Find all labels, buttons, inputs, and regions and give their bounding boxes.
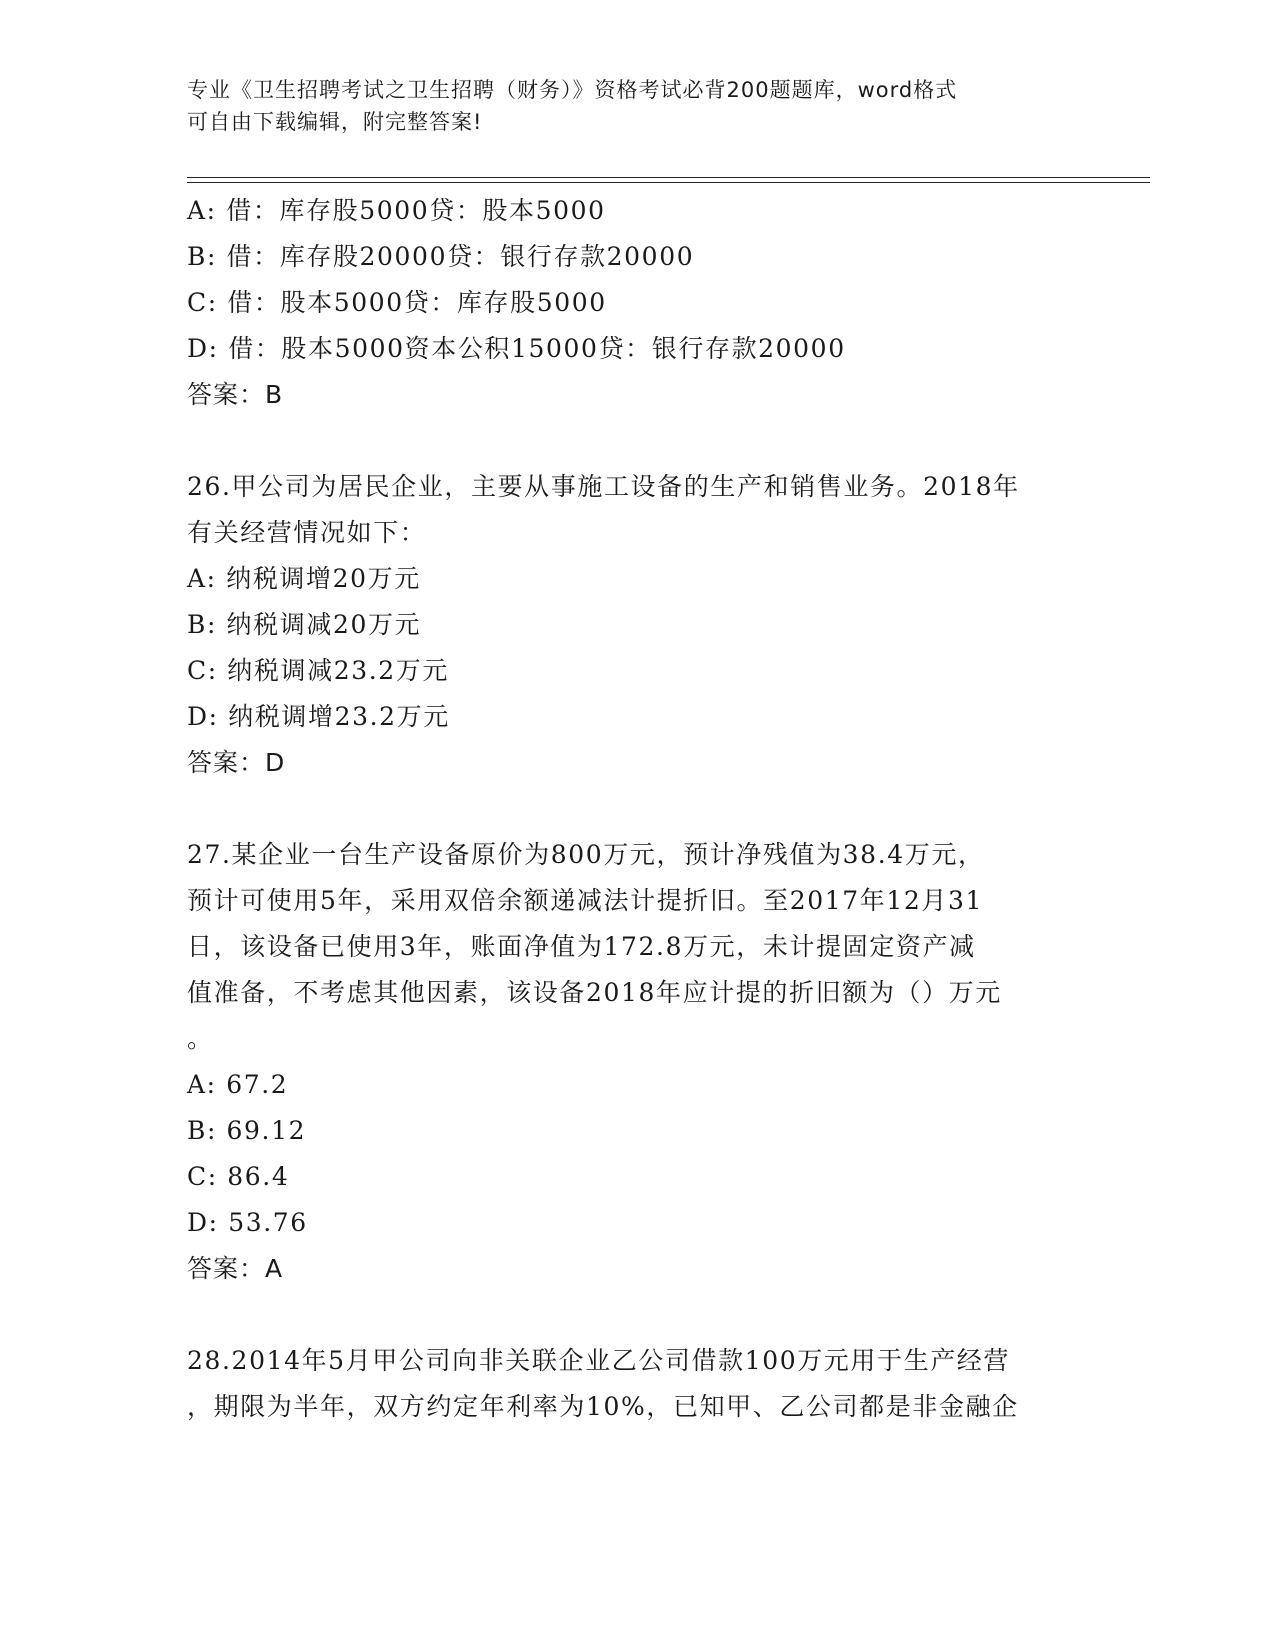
option-c: C: 86.4 — [187, 1162, 290, 1191]
answer: 答案：B — [187, 380, 284, 409]
question-stem-line: 日，该设备已使用3年，账面净值为172.8万元，未计提固定资产减 — [187, 932, 976, 961]
question-28 — [187, 1338, 1087, 1430]
option-d: D: 53.76 — [187, 1208, 308, 1237]
question-25 — [187, 188, 1087, 418]
option-b: B: 69.12 — [187, 1116, 307, 1145]
option-c: C: 借：股本5000贷：库存股5000 — [187, 288, 607, 317]
header-line-1: 专业《卫生招聘考试之卫生招聘（财务）》资格考试必背200题题库，word格式 — [187, 78, 958, 102]
answer: 答案：D — [187, 748, 286, 777]
question-stem-line: 26.甲公司为居民企业，主要从事施工设备的生产和销售业务。2018年 — [187, 472, 1020, 501]
option-a: A: 纳税调增20万元 — [187, 564, 421, 593]
option-c: C: 纳税调减23.2万元 — [187, 656, 449, 685]
question-stem-line: 预计可使用5年，采用双倍余额递减法计提折旧。至2017年12月31 — [187, 886, 983, 915]
option-d: D: 纳税调增23.2万元 — [187, 702, 450, 731]
header-rule-top — [187, 177, 1150, 178]
question-stem-line: 有关经营情况如下： — [187, 518, 427, 547]
document-header — [187, 74, 1067, 138]
option-a: A: 借：库存股5000贷：股本5000 — [187, 196, 606, 225]
header-line-2: 可自由下载编辑，附完整答案! — [187, 110, 483, 134]
spacer — [187, 786, 1087, 832]
question-27 — [187, 832, 1087, 1292]
option-d: D: 借：股本5000资本公积15000贷：银行存款20000 — [187, 334, 846, 363]
spacer — [187, 1292, 1087, 1338]
option-b: B: 纳税调减20万元 — [187, 610, 422, 639]
header-rule-bottom — [187, 182, 1150, 183]
question-stem-line: 28.2014年5月甲公司向非关联企业乙公司借款100万元用于生产经营 — [187, 1346, 1011, 1375]
option-b: B: 借：库存股20000贷：银行存款20000 — [187, 242, 695, 271]
question-stem-line: 值准备，不考虑其他因素，该设备2018年应计提的折旧额为（）万元 — [187, 978, 1002, 1007]
answer: 答案：A — [187, 1254, 284, 1283]
question-stem-line: 。 — [187, 1024, 214, 1053]
question-stem-line: ，期限为半年，双方约定年利率为10%，已知甲、乙公司都是非金融企 — [187, 1392, 1019, 1421]
question-content — [187, 188, 1087, 1430]
question-stem-line: 27.某企业一台生产设备原价为800万元，预计净残值为38.4万元， — [187, 840, 985, 869]
option-a: A: 67.2 — [187, 1070, 289, 1099]
question-26 — [187, 464, 1087, 786]
spacer — [187, 418, 1087, 464]
